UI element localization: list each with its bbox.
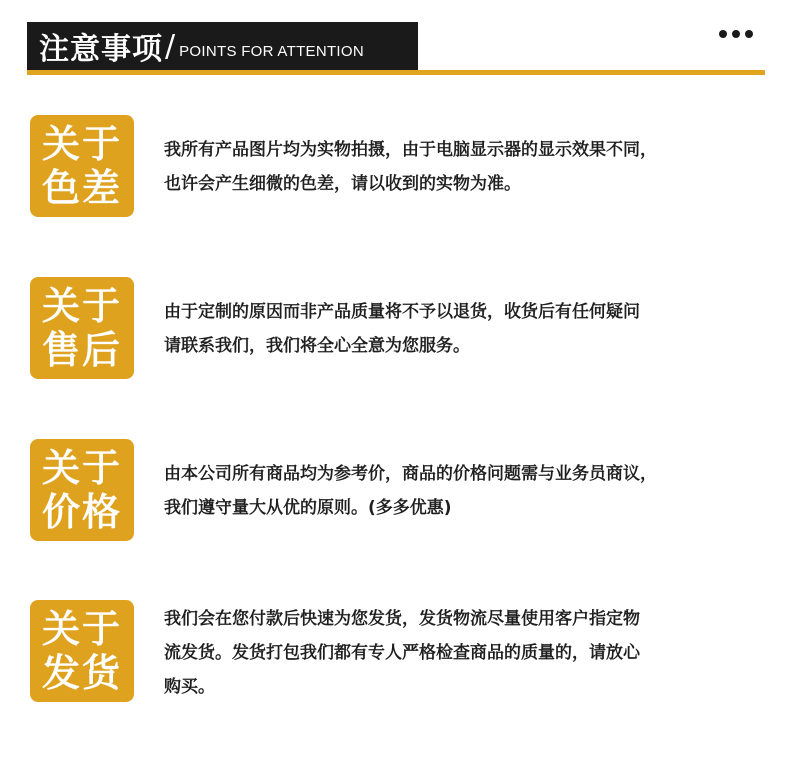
text-line: 购买。 xyxy=(164,677,215,697)
more-dots-icon xyxy=(719,30,753,38)
section-color-difference xyxy=(30,115,770,219)
section-text xyxy=(164,457,774,525)
section-badge xyxy=(30,277,134,379)
badge-line-2: 售后 xyxy=(41,328,122,372)
header-underline xyxy=(27,70,765,75)
text-line: 我们遵守量大从优的原则。(多多优惠) xyxy=(164,498,452,518)
title-english: POINTS FOR ATTENTION xyxy=(179,42,365,60)
badge-line-1: 关于 xyxy=(41,446,122,490)
text-line: 由本公司所有商品均为参考价，商品的价格问题需与业务员商议， xyxy=(164,464,657,484)
section-text xyxy=(164,602,774,704)
text-line: 我所有产品图片均为实物拍摄，由于电脑显示器的显示效果不同， xyxy=(164,140,657,160)
section-badge xyxy=(30,439,134,541)
dot xyxy=(745,30,753,38)
badge-line-1: 关于 xyxy=(41,122,122,166)
text-line: 也许会产生细微的色差，请以收到的实物为准。 xyxy=(164,174,521,194)
section-shipping xyxy=(30,600,770,704)
title-slash: / xyxy=(165,28,176,64)
dot xyxy=(732,30,740,38)
badge-line-2: 价格 xyxy=(41,490,122,534)
section-after-sales xyxy=(30,277,770,381)
text-line: 由于定制的原因而非产品质量将不予以退货，收货后有任何疑问 xyxy=(164,302,640,322)
badge-line-2: 发货 xyxy=(41,651,122,695)
text-line: 流发货。发货打包我们都有专人严格检查商品的质量的，请放心 xyxy=(164,643,640,663)
section-badge xyxy=(30,115,134,217)
badge-line-2: 色差 xyxy=(41,166,122,210)
badge-line-1: 关于 xyxy=(41,607,122,651)
attention-header xyxy=(27,22,765,76)
text-line: 我们会在您付款后快速为您发货，发货物流尽量使用客户指定物 xyxy=(164,609,640,629)
section-price xyxy=(30,439,770,543)
title-bar xyxy=(27,22,418,70)
dot xyxy=(719,30,727,38)
section-badge xyxy=(30,600,134,702)
title-chinese: 注意事项 xyxy=(39,32,163,67)
badge-line-1: 关于 xyxy=(41,284,122,328)
section-text xyxy=(164,133,774,201)
text-line: 请联系我们，我们将全心全意为您服务。 xyxy=(164,336,470,356)
section-text xyxy=(164,295,774,363)
